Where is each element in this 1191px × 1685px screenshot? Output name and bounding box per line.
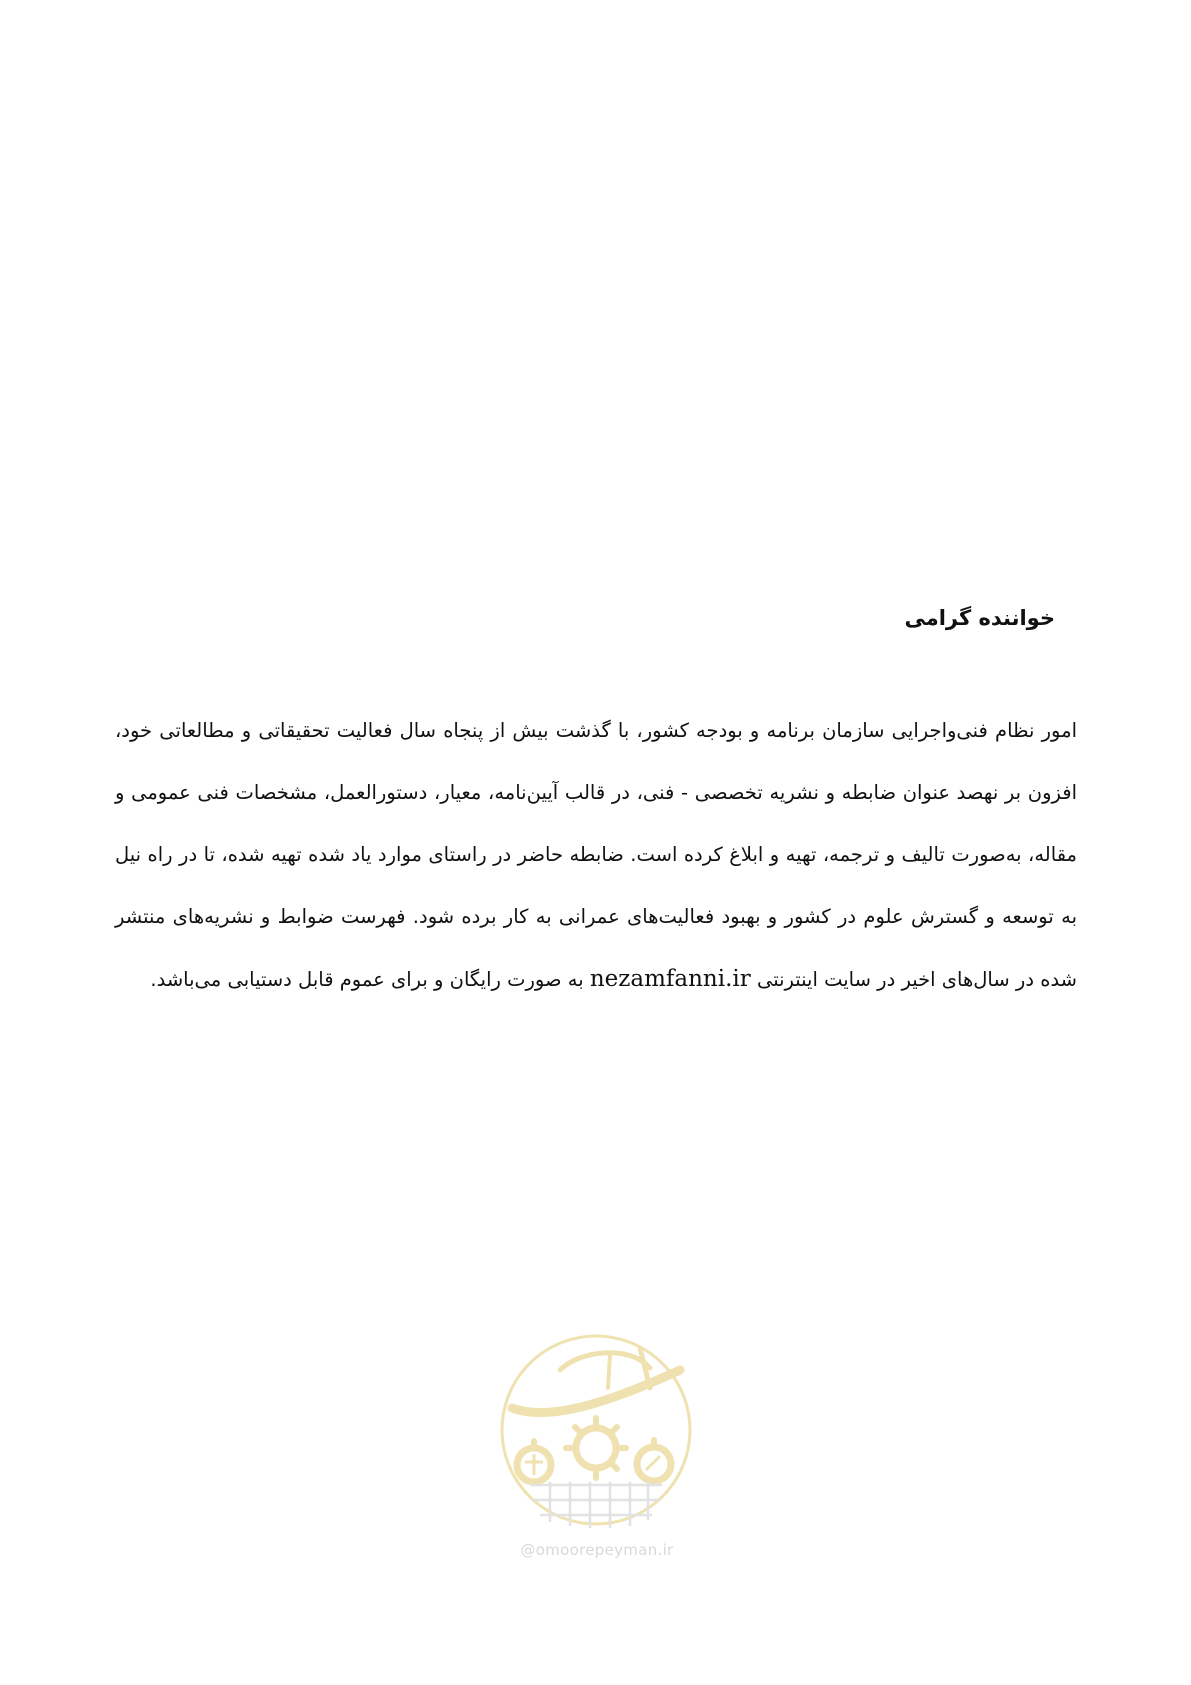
watermark-emblem-icon bbox=[490, 1330, 704, 1535]
watermark-logo bbox=[490, 1330, 704, 1560]
paragraph-text-2: به صورت رایگان و برای عموم قابل دستیابی می‌باشد. bbox=[150, 968, 584, 991]
watermark-caption: @omoorepeyman.ir bbox=[520, 1541, 674, 1559]
intro-paragraph bbox=[115, 700, 1077, 1011]
website-link[interactable]: nezamfanni.ir bbox=[589, 966, 751, 992]
page-heading: خواننده گرامی bbox=[904, 606, 1055, 630]
paragraph-text-1: امور نظام فنی‌واجرایی سازمان برنامه و بودجه کشور، با گذشت بیش از پنجاه سال فعالیت تحقیقاتی و مطالعاتی خود، افزون بر نهصد عنوان ضابطه و نشریه تخصصی - فنی، در قالب آیین‌نامه، معیار، دستورالعمل، مشخصات فنی عمومی و مقاله، به‌صورت تالیف و ترجمه، تهیه و ابلاغ کرده است. ضابطه حاضر در راستای موارد یاد شده تهیه شده، تا در راه نیل به توسعه و گسترش علوم در کشور و بهبود فعالیت‌های عمرانی به کار برده شود. فهرست ضوابط و نشریه‌های منتشر شده در سال‌های اخیر در سایت اینترنتی bbox=[115, 719, 1077, 991]
